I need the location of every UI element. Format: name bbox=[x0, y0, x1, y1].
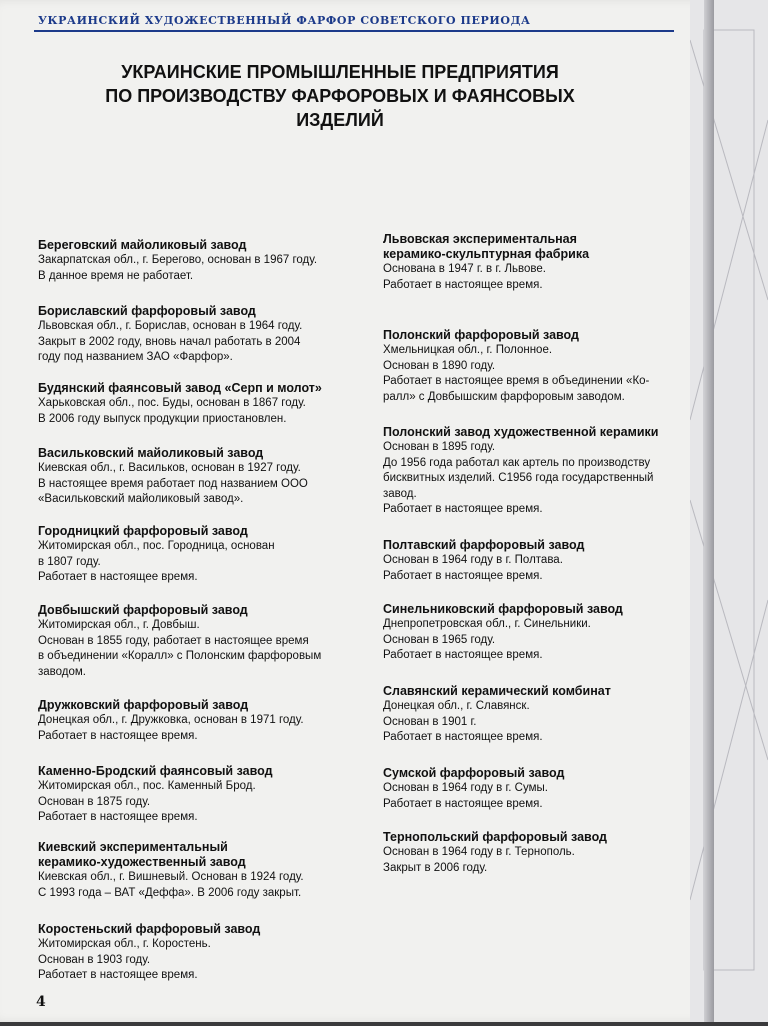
entry-line: ралл» с Довбышским фарфоровым заводом. bbox=[383, 390, 625, 403]
entry-line: «Васильковский майоликовый завод». bbox=[38, 493, 244, 505]
page-number: 4 bbox=[36, 994, 46, 1010]
entry-line: Работает в настоящее время. bbox=[38, 729, 198, 742]
entry-line: Днепропетровская обл., г. Синельники. bbox=[383, 618, 591, 630]
entry-ternopil bbox=[383, 830, 693, 876]
entry-line: Закрыт в 2002 году, вновь начал работать в 2004 bbox=[38, 335, 301, 348]
adjacent-page-edge bbox=[690, 0, 768, 1022]
entry-borislav bbox=[38, 304, 358, 366]
entry-dovbysh bbox=[38, 603, 358, 680]
entry-poltava bbox=[383, 538, 693, 584]
entry-line: Работает в настоящее время. bbox=[38, 811, 198, 823]
entry-line: в объединении «Коралл» с Полонским фарфоровым bbox=[38, 650, 322, 662]
entry-line: Житомирская обл., пос. Городница, основан bbox=[38, 540, 275, 552]
entry-sumy bbox=[383, 766, 693, 812]
entry-name: Славянский керамический комбинат bbox=[383, 684, 611, 698]
entry-name: Сумской фарфоровый завод bbox=[383, 766, 565, 780]
entry-line: Житомирская обл., г. Довбыш. bbox=[38, 619, 200, 631]
entry-name: Киевский экспериментальный bbox=[38, 840, 228, 854]
entry-line: Основан в 1901 г. bbox=[383, 715, 477, 728]
entry-name: керамико-художественный завод bbox=[38, 855, 246, 869]
title-line: УКРАИНСКИЕ ПРОМЫШЛЕННЫЕ ПРЕДПРИЯТИЯ bbox=[121, 62, 559, 82]
entry-line: Основан в 1895 году. bbox=[383, 441, 496, 453]
entry-line: Житомирская обл., г. Коростень. bbox=[38, 938, 211, 950]
entry-line: Работает в настоящее время. bbox=[383, 278, 543, 291]
entry-line: завод. bbox=[383, 487, 417, 500]
adjacent-page-pattern bbox=[690, 0, 768, 1022]
title-line: ИЗДЕЛИЙ bbox=[296, 110, 384, 130]
entry-line: В 2006 году выпуск продукции приостановлен. bbox=[38, 412, 287, 425]
entry-line: С 1993 года – ВАТ «Деффа». В 2006 году закрыт. bbox=[38, 886, 302, 899]
entry-kiev-experimental bbox=[38, 840, 358, 901]
entry-line: Основан в 1855 году, работает в настоящее время bbox=[38, 634, 309, 647]
entry-name: Бориславский фарфоровый завод bbox=[38, 304, 256, 318]
entry-line: Работает в настоящее время. bbox=[383, 569, 543, 582]
entry-line: заводом. bbox=[38, 665, 86, 678]
entry-line: Основан в 1903 году. bbox=[38, 953, 151, 966]
entry-beregovo bbox=[38, 238, 358, 284]
entry-kamenny-brod bbox=[38, 764, 358, 826]
entry-line: Донецкая обл., г. Дружковка, основан в 1971 году. bbox=[38, 714, 304, 726]
entry-name: Синельниковский фарфоровый завод bbox=[383, 602, 623, 616]
entry-line: Основан в 1964 году в г. Тернополь. bbox=[383, 846, 575, 858]
entry-line: Работает в настоящее время. bbox=[383, 503, 543, 515]
entry-vasilkov bbox=[38, 446, 358, 508]
entry-name: Городницкий фарфоровый завод bbox=[38, 524, 248, 538]
entry-line: Житомирская обл., пос. Каменный Брод. bbox=[38, 780, 256, 792]
entry-line: году под названием ЗАО «Фарфор». bbox=[38, 351, 233, 363]
entry-line: Закрыт в 2006 году. bbox=[383, 861, 488, 874]
entry-line: До 1956 года работал как артель по производству bbox=[383, 456, 651, 469]
entry-name: Полтавский фарфоровый завод bbox=[383, 538, 585, 552]
entry-name: Каменно-Бродский фаянсовый завод bbox=[38, 764, 273, 778]
entry-line: Львовская обл., г. Борислав, основан в 1964 году. bbox=[38, 320, 303, 332]
entry-line: Донецкая обл., г. Славянск. bbox=[383, 700, 530, 712]
entry-polonne bbox=[383, 328, 693, 405]
page-title bbox=[60, 60, 620, 132]
entry-line: Основан в 1964 году в г. Сумы. bbox=[383, 782, 548, 794]
entry-line: Основан в 1964 году в г. Полтава. bbox=[383, 554, 563, 566]
entry-name: Полонский фарфоровый завод bbox=[383, 328, 579, 342]
entry-line: Закарпатская обл., г. Берегово, основан в 1967 году. bbox=[38, 254, 318, 266]
entry-line: Работает в настоящее время в объединении «Ко- bbox=[383, 375, 650, 387]
entry-line: В настоящее время работает под названием ООО bbox=[38, 477, 308, 490]
entry-line: Хмельницкая обл., г. Полонное. bbox=[383, 344, 553, 356]
header-rule bbox=[34, 30, 674, 32]
entry-name: Васильковский майоликовый завод bbox=[38, 446, 264, 460]
entry-line: Харьковская обл., пос. Буды, основан в 1867 году. bbox=[38, 397, 306, 409]
entry-line: Основана в 1947 г. в г. Львове. bbox=[383, 263, 546, 275]
entry-name: Тернопольский фарфоровый завод bbox=[383, 830, 607, 844]
entry-line: Киевская обл., г. Вишневый. Основан в 1924 году. bbox=[38, 871, 304, 883]
entry-lviv-experimental bbox=[383, 232, 693, 293]
entry-budy bbox=[38, 381, 358, 427]
entry-name: Довбышский фарфоровый завод bbox=[38, 603, 248, 617]
entry-line: Работает в настоящее время. bbox=[383, 797, 543, 810]
entry-gorodnitsa bbox=[38, 524, 358, 586]
entry-line: Основан в 1875 году. bbox=[38, 795, 151, 808]
entry-korosten bbox=[38, 922, 358, 984]
entry-line: Работает в настоящее время. bbox=[38, 969, 198, 981]
entry-name: Дружковский фарфоровый завод bbox=[38, 698, 249, 712]
entry-line: бисквитных изделий. С1956 года государственный bbox=[383, 472, 654, 484]
entry-name: Будянский фаянсовый завод «Серп и молот» bbox=[38, 381, 322, 395]
book-spine bbox=[704, 0, 714, 1022]
entry-line: Работает в настоящее время. bbox=[38, 571, 198, 583]
entry-druzhkovka bbox=[38, 698, 358, 744]
entry-line: в 1807 году. bbox=[38, 555, 101, 568]
entry-name: керамико-скульптурная фабрика bbox=[383, 247, 590, 261]
entry-line: Работает в настоящее время. bbox=[383, 731, 543, 743]
entry-name: Полонский завод художественной керамики bbox=[383, 425, 659, 439]
entry-name: Коростеньский фарфоровый завод bbox=[38, 922, 261, 936]
title-line: ПО ПРОИЗВОДСТВУ ФАРФОРОВЫХ И ФАЯНСОВЫХ bbox=[105, 86, 575, 106]
entry-line: В данное время не работает. bbox=[38, 269, 194, 282]
entry-sinelnikovo bbox=[383, 602, 693, 664]
entry-line: Киевская обл., г. Васильков, основан в 1927 году. bbox=[38, 462, 301, 474]
entry-line: Основан в 1965 году. bbox=[383, 633, 496, 646]
entry-line: Основан в 1890 году. bbox=[383, 359, 496, 372]
entry-polonne-ceramics bbox=[383, 425, 693, 518]
entry-line: Работает в настоящее время. bbox=[383, 649, 543, 661]
entry-name: Львовская экспериментальная bbox=[383, 232, 577, 246]
running-head: УКРАИНСКИЙ ХУДОЖЕСТВЕННЫЙ ФАРФОР СОВЕТСКОГО ПЕРИОДА bbox=[38, 14, 531, 27]
entry-slavyansk bbox=[383, 684, 693, 746]
entry-name: Береговский майоликовый завод bbox=[38, 238, 247, 252]
